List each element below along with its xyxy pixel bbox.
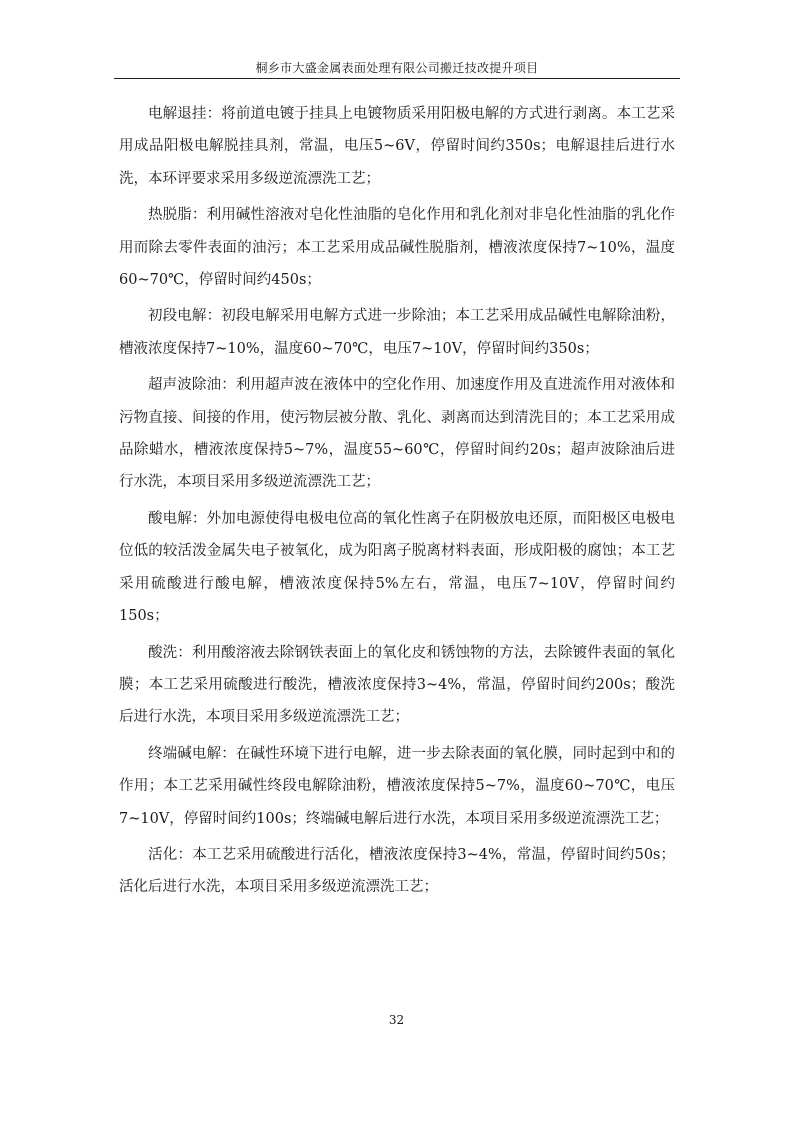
paragraph-initial-electrolysis: 初段电解：初段电解采用电解方式进一步除油；本工艺采用成品碱性电解除油粉，槽液浓度保持7~10%，温度60~70℃，电压7~10V，停留时间约350s； bbox=[119, 308, 675, 357]
page-header-title: 桐乡市大盛金属表面处理有限公司搬迁技改提升项目 bbox=[255, 61, 539, 75]
paragraph-electrolytic-stripping: 电解退挂：将前道电镀于挂具上电镀物质采用阳极电解的方式进行剥离。本工艺采用成品阳极电解脱挂具剂，常温，电压5~6V，停留时间约350s；电解退挂后进行水洗，本环评要求采用多级逆流漂洗工艺； bbox=[119, 106, 675, 187]
paragraph-pickling: 酸洗：利用酸溶液去除钢铁表面上的氧化皮和锈蚀物的方法，去除镀件表面的氧化膜；本工艺采用硫酸进行酸洗，槽液浓度保持3~4%，常温，停留时间约200s；酸洗后进行水洗，本项目采用多级逆流漂洗工艺； bbox=[119, 644, 675, 726]
paragraph-final-alkaline-electrolysis: 终端碱电解：在碱性环境下进行电解，进一步去除表面的氧化膜，同时起到中和的作用；本工艺采用碱性终段电解除油粉，槽液浓度保持5~7%，温度60~70℃，电压7~10V，停留时间约100s；终端碱电解后进行水洗，本项目采用多级逆流漂洗工艺； bbox=[119, 745, 675, 827]
paragraph-hot-degreasing: 热脱脂：利用碱性溶液对皂化性油脂的皂化作用和乳化剂对非皂化性油脂的乳化作用而除去零件表面的油污；本工艺采用成品碱性脱脂剂，槽液浓度保持7~10%，温度60~70℃，停留时间约450s； bbox=[119, 207, 675, 289]
document-body bbox=[119, 98, 675, 908]
paragraph-ultrasonic-degreasing: 超声波除油：利用超声波在液体中的空化作用、加速度作用及直进流作用对液体和污物直接、间接的作用，使污物层被分散、乳化、剥离而达到清洗目的；本工艺采用成品除蜡水，槽液浓度保持5~7%，温度55~60℃，停留时间约20s；超声波除油后进行水洗，本项目采用多级逆流漂洗工艺； bbox=[119, 377, 675, 491]
page-number: 32 bbox=[388, 1013, 405, 1027]
paragraph-acid-electrolysis: 酸电解：外加电源使得电极电位高的氧化性离子在阴极放电还原，而阳极区电极电位低的较活泼金属失电子被氧化，成为阳离子脱离材料表面，形成阳极的腐蚀；本工艺采用硫酸进行酸电解，槽液浓度保持5%左右，常温，电压7~10V，停留时间约150s； bbox=[119, 510, 675, 625]
header-divider bbox=[114, 78, 680, 79]
paragraph-activation: 活化：本工艺采用硫酸进行活化，槽液浓度保持3~4%，常温，停留时间约50s；活化后进行水洗，本项目采用多级逆流漂洗工艺； bbox=[119, 846, 675, 896]
